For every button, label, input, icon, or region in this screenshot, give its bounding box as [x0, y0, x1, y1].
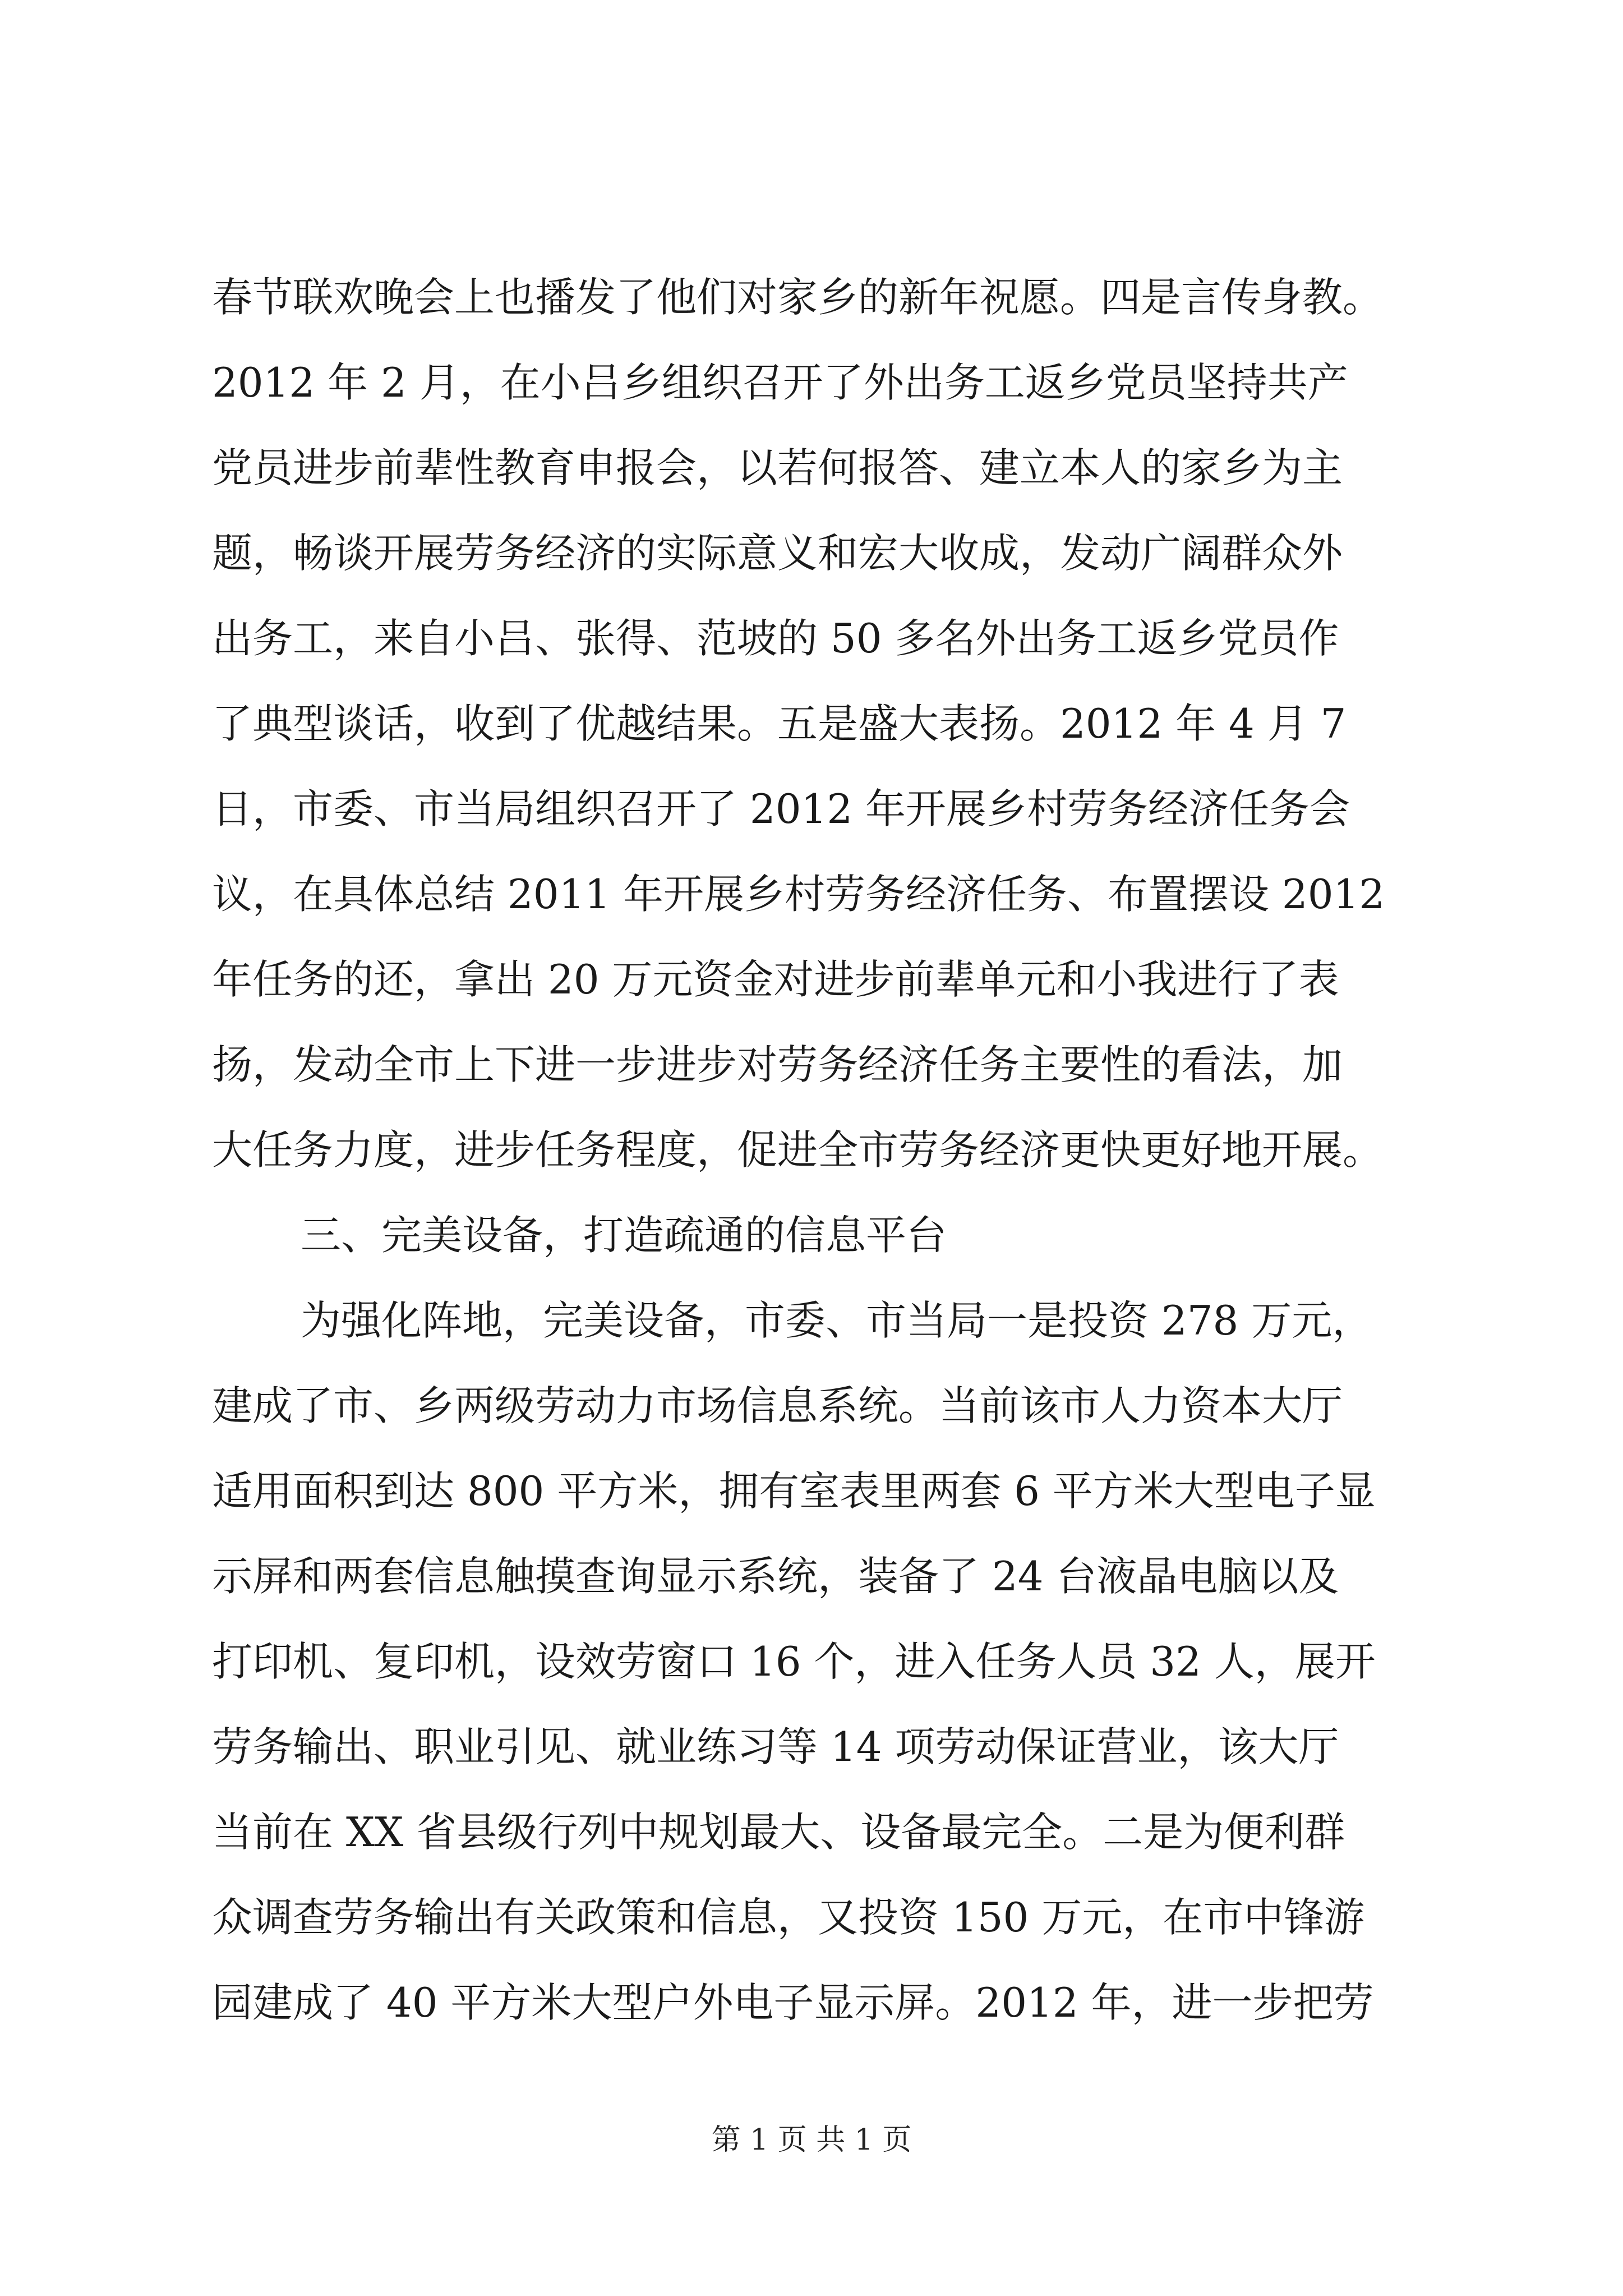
- paragraph-first-line: 为强化阵地，完美设备，市委、市当局一是投资 278 万元，: [301, 1297, 1373, 1344]
- text-line: 众调查劳务输出有关政策和信息，又投资 150 万元，在市中锋游: [212, 1894, 1365, 1941]
- text-line: 示屏和两套信息触摸查询显示系统，装备了 24 台液晶电脑以及: [212, 1553, 1339, 1600]
- section-heading: 三、完美设备，打造疏通的信息平台: [301, 1212, 947, 1259]
- text-line: 春节联欢晚会上也播发了他们对家乡的新年祝愿。四是言传身教。: [212, 274, 1384, 321]
- text-line: 年任务的还，拿出 20 万元资金对进步前辈单元和小我进行了表: [212, 956, 1339, 1003]
- text-line: 园建成了 40 平方米大型户外电子显示屏。2012 年，进一步把劳: [212, 1979, 1374, 2026]
- text-line: 当前在 XX 省县级行列中规划最大、设备最完全。二是为便利群: [212, 1809, 1345, 1856]
- text-line: 扬，发动全市上下进一步进步对劳务经济任务主要性的看法，加: [212, 1041, 1343, 1088]
- text-line: 题，畅谈开展劳务经济的实际意义和宏大收成，发动广阔群众外: [212, 530, 1343, 577]
- text-line: 了典型谈话，收到了优越结果。五是盛大表扬。2012 年 4 月 7: [212, 700, 1347, 747]
- text-line: 建成了市、乡两级劳动力市场信息系统。当前该市人力资本大厅: [212, 1382, 1343, 1429]
- text-line: 日，市委、市当局组织召开了 2012 年开展乡村劳务经济任务会: [212, 785, 1350, 832]
- text-line: 出务工，来自小吕、张得、范坡的 50 多名外出务工返乡党员作: [212, 615, 1339, 662]
- text-line: 2012 年 2 月，在小吕乡组织召开了外出务工返乡党员坚持共产: [212, 359, 1348, 406]
- text-line: 打印机、复印机，设效劳窗口 16 个，进入任务人员 32 人，展开: [212, 1638, 1376, 1685]
- text-line: 议，在具体总结 2011 年开展乡村劳务经济任务、布置摆设 2012: [212, 871, 1385, 918]
- text-line: 适用面积到达 800 平方米，拥有室表里两套 6 平方米大型电子显: [212, 1467, 1376, 1515]
- page-number-footer: 第 1 页 共 1 页: [711, 2123, 912, 2157]
- text-line: 劳务输出、职业引见、就业练习等 14 项劳动保证营业，该大厅: [212, 1723, 1339, 1770]
- text-line: 大任务力度，进步任务程度，促进全市劳务经济更快更好地开展。: [212, 1126, 1384, 1174]
- text-line: 党员进步前辈性教育申报会，以若何报答、建立本人的家乡为主: [212, 444, 1343, 491]
